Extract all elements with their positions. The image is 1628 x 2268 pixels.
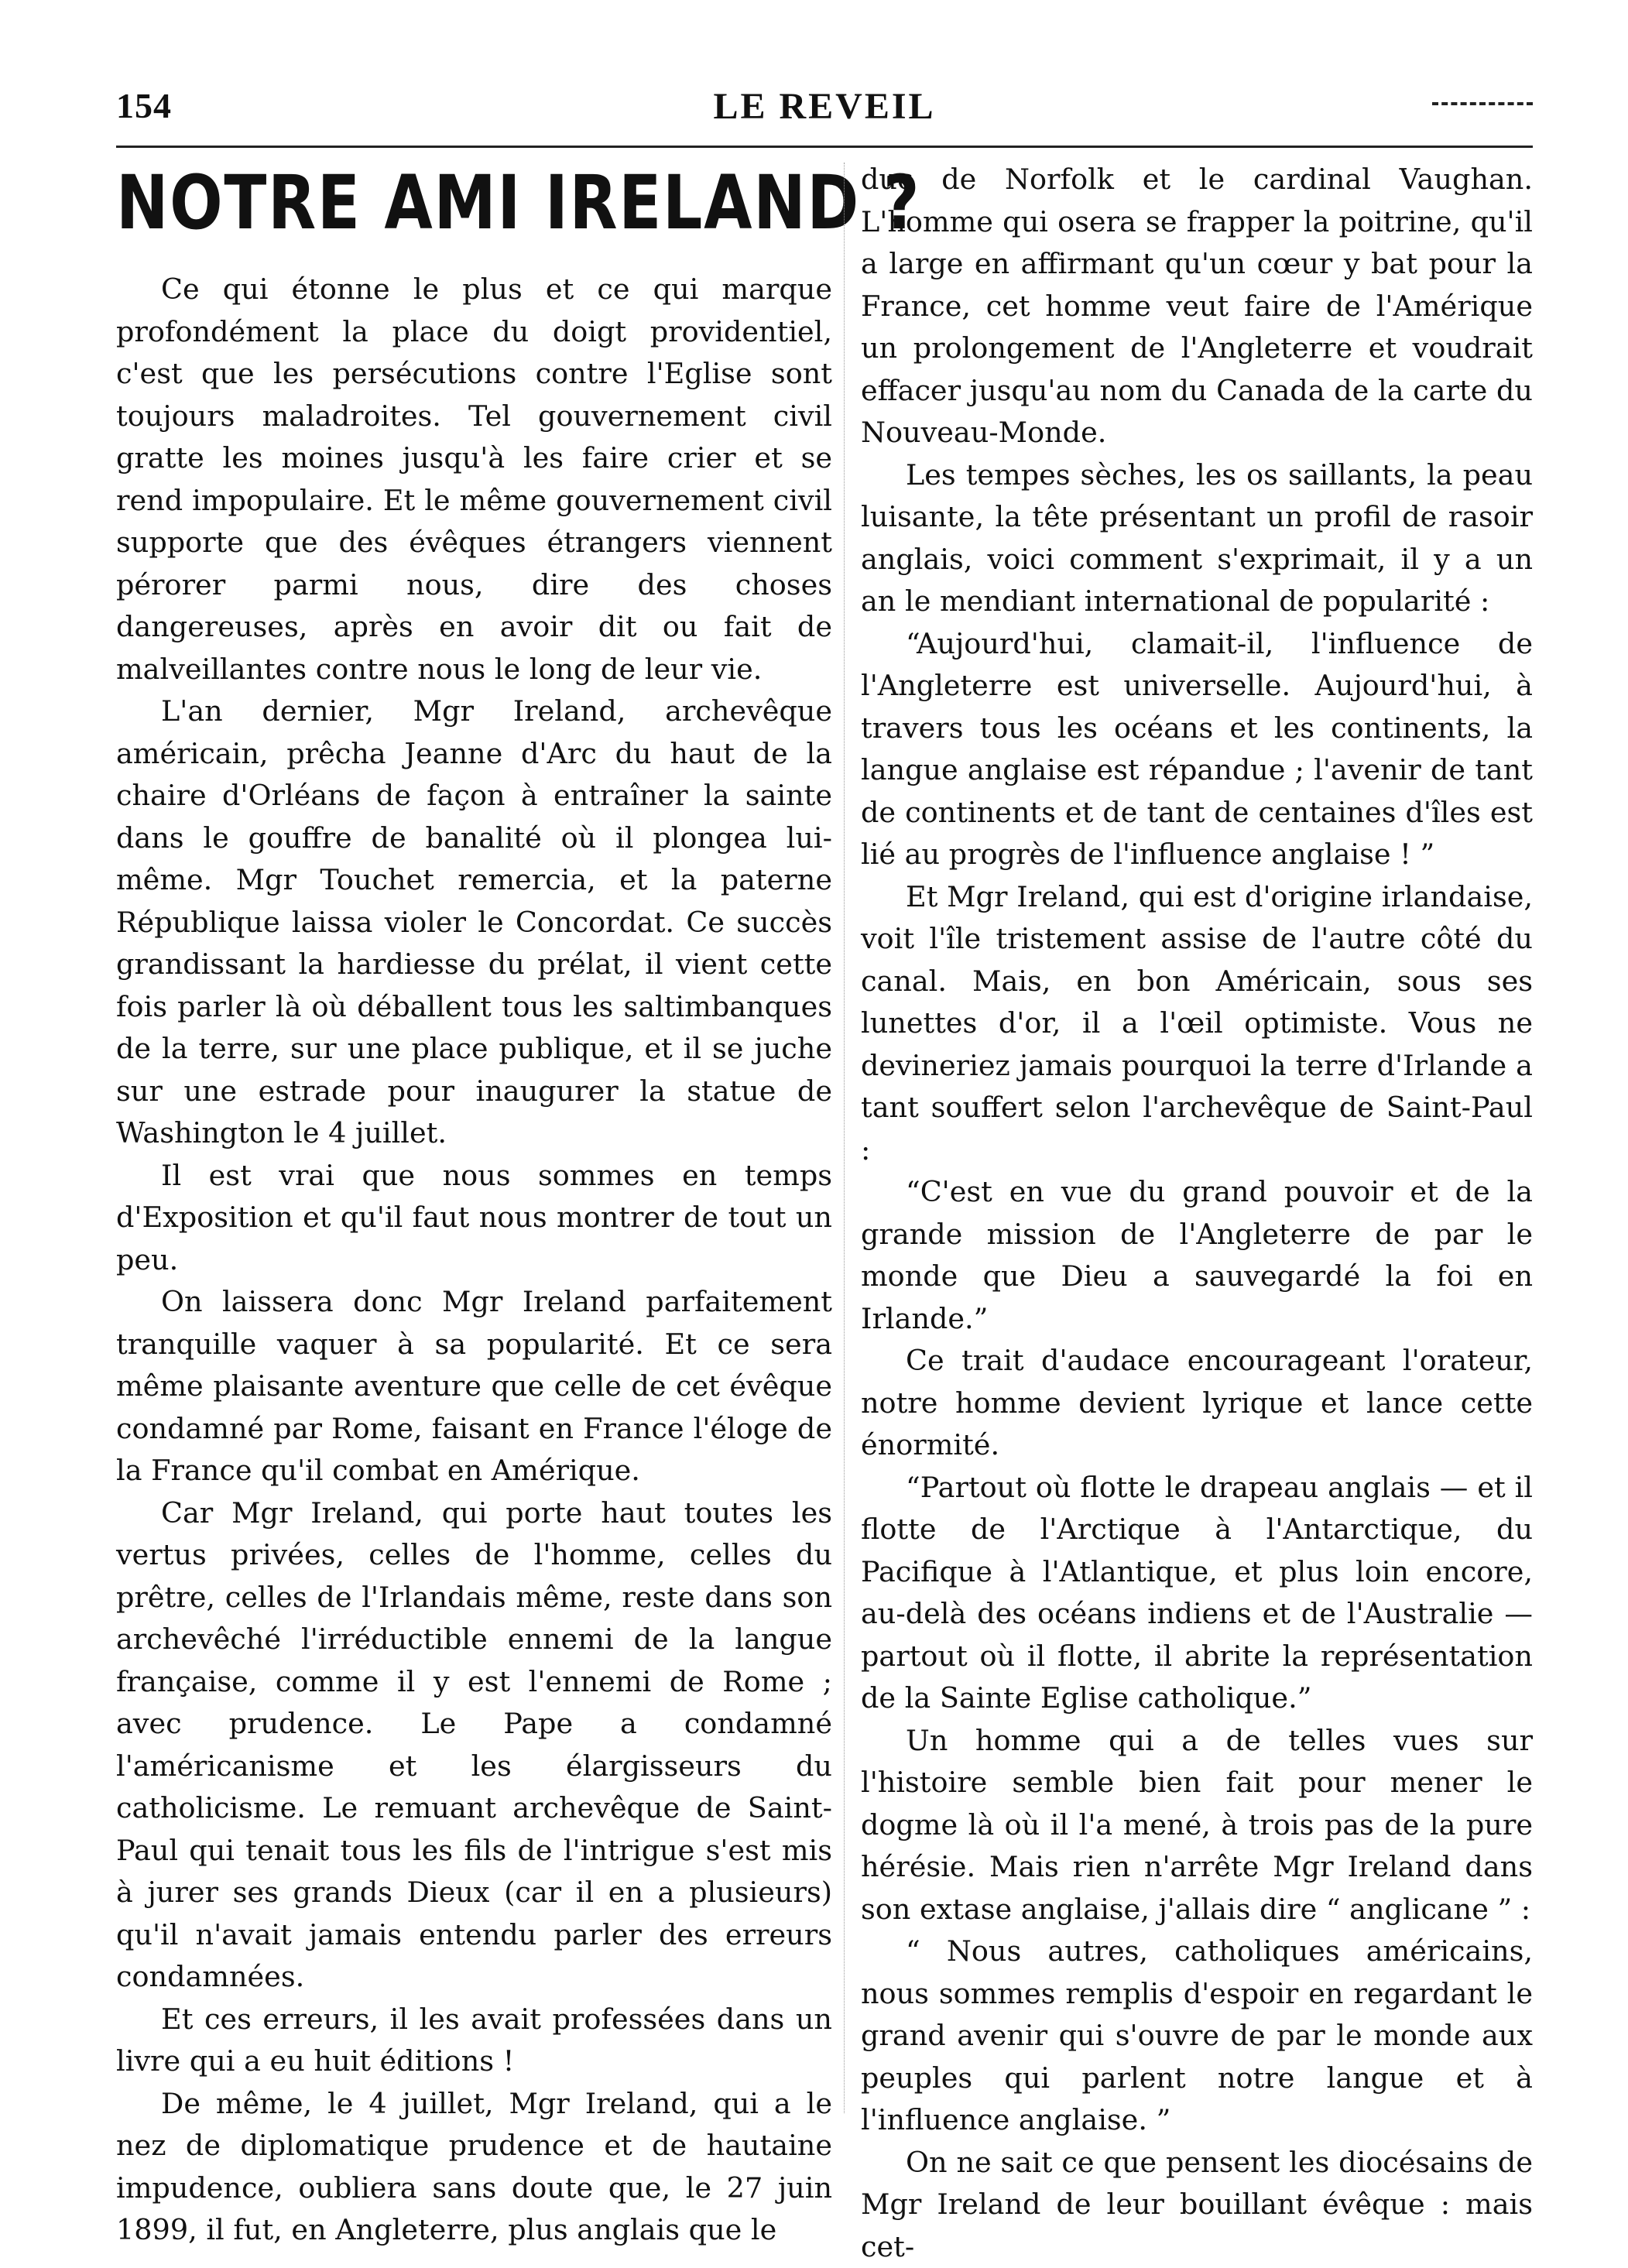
paragraph: L'an dernier, Mgr Ireland, archevêque américain, prêcha Jeanne d'Arc du haut de la chaire d'Orléans de façon à entraîner la sainte dans le gouffre de banalité où il plongea lui-même. Mgr Touchet remercia, et la paterne République laissa violer le Concordat. Ce succès grandissant la hardiesse du prélat, il vient cette fois parler là où déballent tous les saltimbanques de la terre, sur une place publique, et il se juche sur une estrade pour inaugurer la statue de Washington le 4 juillet. xyxy=(116,690,832,1155)
page-number: 154 xyxy=(116,85,172,126)
header-rule xyxy=(116,146,1533,148)
paragraph: duc de Norfolk et le cardinal Vaughan. L'homme qui osera se frapper la poitrine, qu'il a large en affirmant qu'un cœur y bat pour la France, cet homme veut faire de l'Amérique un prolongement de l'Angleterre et voudrait effacer jusqu'au nom du Canada de la carte du Nouveau-Monde. xyxy=(861,159,1533,454)
quote-paragraph: “Partout où flotte le drapeau anglais — et il flotte de l'Arctique à l'Antarctique, du Pacifique à l'Atlantique, et plus loin encore, au-delà des océans indiens et de l'Australie — partout où il flotte, il abrite la représentation de la Sainte Eglise catholique.” xyxy=(861,1467,1533,1720)
quote-paragraph: “C'est en vue du grand pouvoir et de la grande mission de l'Angleterre de par le monde que Dieu a sauvegardé la foi en Irlande.” xyxy=(861,1171,1533,1340)
quote-paragraph: “ Nous autres, catholiques américains, nous sommes remplis d'espoir en regardant le grand avenir qui s'ouvre de par le monde aux peuples qui parlent notre langue et à l'influence anglaise. ” xyxy=(861,1931,1533,2142)
paragraph: Et Mgr Ireland, qui est d'origine irlandaise, voit l'île tristement assise de l'autre côté du canal. Mais, en bon Américain, sous ses lunettes d'or, il a l'œil optimiste. Vous ne devineriez jamais pourquoi la terre d'Irlande a tant souffert selon l'archevêque de Saint-Paul : xyxy=(861,876,1533,1172)
paragraph: De même, le 4 juillet, Mgr Ireland, qui a le nez de diplomatique prudence et de hautaine impudence, oubliera sans doute que, le 27 juin 1899, il fut, en Angleterre, plus anglais que le xyxy=(116,2083,832,2252)
right-column xyxy=(861,159,1533,2268)
paragraph: On ne sait ce que pensent les diocésains de Mgr Ireland de leur bouillant évêque : mais cet- xyxy=(861,2142,1533,2268)
paragraph: Car Mgr Ireland, qui porte haut toutes les vertus privées, celles de l'homme, celles du prêtre, celles de l'Irlandais même, reste dans son archevêché l'irréductible ennemi de la langue française, comme il y est l'ennemi de Rome ; avec prudence. Le Pape a condamné l'américanisme et les élargisseurs du catholicisme. Le remuant archevêque de Saint-Paul qui tenait tous les fils de l'intrigue s'est mis à jurer ses grands Dieux (car il en a plusieurs) qu'il n'avait jamais entendu parler des erreurs condamnées. xyxy=(116,1492,832,1999)
paragraph: Et ces erreurs, il les avait professées dans un livre qui a eu huit éditions ! xyxy=(116,1999,832,2083)
header-ornament-icon xyxy=(1432,102,1533,111)
quote-paragraph: “Aujourd'hui, clamait-il, l'influence de l'Angleterre est universelle. Aujourd'hui, à travers tous les océans et les continents, la langue anglaise est répandue ; l'avenir de tant de continents et de tant de centaines d'îles est lié au progrès de l'influence anglaise ! ” xyxy=(861,623,1533,876)
paragraph: On laissera donc Mgr Ireland parfaitement tranquille vaquer à sa popularité. Et ce sera même plaisante aventure que celle de cet évêque condamné par Rome, faisant en France l'éloge de la France qu'il combat en Amérique. xyxy=(116,1281,832,1492)
paragraph: Ce trait d'audace encourageant l'orateur, notre homme devient lyrique et lance cette énormité. xyxy=(861,1340,1533,1467)
left-column xyxy=(116,159,832,2252)
page-header xyxy=(116,85,1533,139)
paragraph: Il est vrai que nous sommes en temps d'Exposition et qu'il faut nous montrer de tout un peu. xyxy=(116,1155,832,1282)
column-divider xyxy=(844,163,845,2113)
paragraph: Un homme qui a de telles vues sur l'histoire semble bien fait pour mener le dogme là où il l'a mené, à trois pas de la pure hérésie. Mais rien n'arrête Mgr Ireland dans son extase anglaise, j'allais dire “ anglicane ” : xyxy=(861,1720,1533,1931)
paragraph: Les tempes sèches, les os saillants, la peau luisante, la tête présentant un profil de rasoir anglais, voici comment s'exprimait, il y a un an le mendiant international de popularité : xyxy=(861,454,1533,623)
article-title: NOTRE AMI IRELAND ? xyxy=(116,160,718,245)
journal-name: LE REVEIL xyxy=(116,85,1533,128)
paragraph: Ce qui étonne le plus et ce qui marque profondément la place du doigt providentiel, c'est que les persécutions contre l'Eglise sont toujours maladroites. Tel gouvernement civil gratte les moines jusqu'à les faire crier et se rend impopulaire. Et le même gouvernement civil supporte que des évêques étrangers viennent pérorer parmi nous, dire des choses dangereuses, après en avoir dit ou fait de malveillantes contre nous le long de leur vie. xyxy=(116,269,832,690)
